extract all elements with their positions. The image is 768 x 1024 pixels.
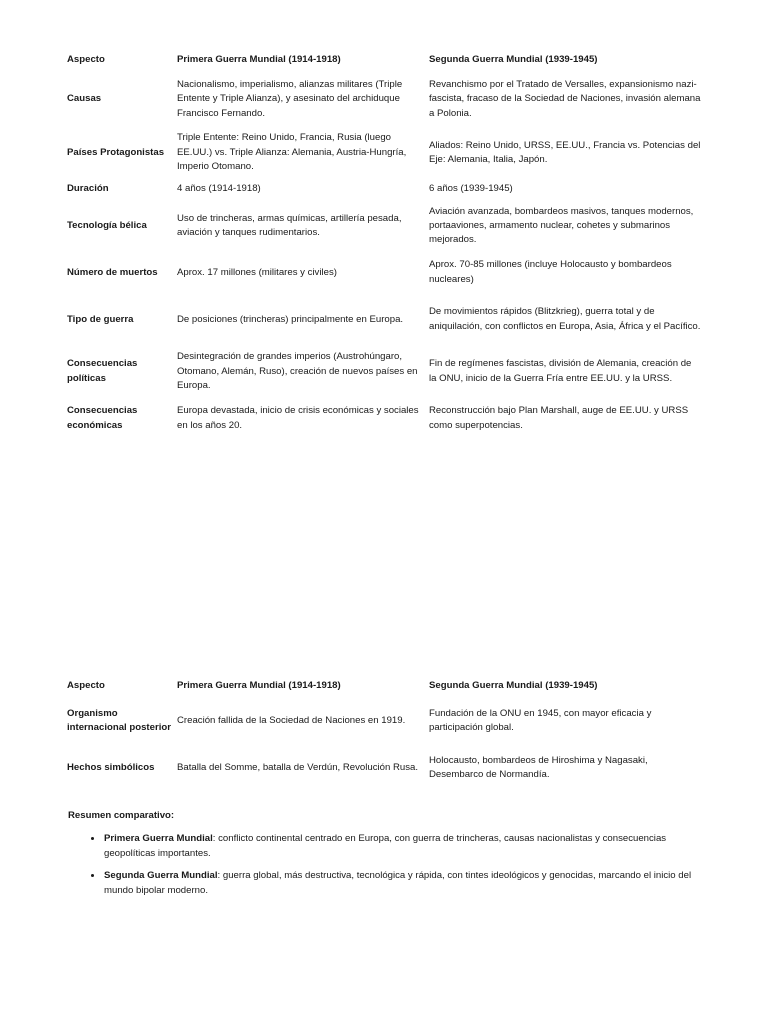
list-item bbox=[103, 832, 700, 861]
row-ww1: Batalla del Somme, batalla de Verdún, Revolución Rusa. bbox=[177, 762, 419, 774]
row-ww1: Creación fallida de la Sociedad de Naciones en 1919. bbox=[177, 715, 406, 727]
row-ww2: Holocausto, bombardeos de Hiroshima y Nagasaki, Desembarco de Normandía. bbox=[429, 755, 648, 781]
row-ww1: Aprox. 17 millones (militares y civiles) bbox=[177, 266, 337, 278]
row-ww2: Aprox. 70-85 millones (incluye Holocausto y bombardeos nucleares) bbox=[429, 259, 672, 285]
row-ww1: De posiciones (trincheras) principalmente en Europa. bbox=[177, 313, 404, 325]
row-aspect: Consecuencias políticas bbox=[67, 358, 138, 384]
summary-item-text: : conflicto continental centrado en Europa, con guerra de trincheras, causas nacionalistas y consecuencias geopolíticas importantes. bbox=[104, 833, 667, 859]
row-aspect: Países Protagonistas bbox=[67, 146, 165, 158]
summary-section bbox=[68, 809, 700, 906]
row-ww1: Triple Entente: Reino Unido, Francia, Rusia (luego EE.UU.) vs. Triple Alianza: Alemania, Austria-Hungría, Imperio Otomano. bbox=[177, 132, 407, 173]
comparison-table-2 bbox=[64, 676, 704, 790]
row-ww1: Desintegración de grandes imperios (Austrohúngaro, Otomano, Alemán, Ruso), creación de nuevos países en Europa. bbox=[177, 351, 418, 392]
row-ww1: 4 años (1914-1918) bbox=[177, 183, 261, 195]
comparison-table-1 bbox=[64, 50, 704, 439]
table-row bbox=[64, 345, 704, 399]
row-ww2: Fin de regímenes fascistas, división de Alemania, creación de la ONU, inicio de la Guerra Fría entre EE.UU. y la URSS. bbox=[429, 358, 692, 384]
row-aspect: Tecnología bélica bbox=[67, 220, 147, 232]
row-aspect: Hechos simbólicos bbox=[67, 762, 155, 774]
table-row bbox=[64, 178, 704, 202]
row-aspect: Organismo internacional posterior bbox=[67, 708, 171, 734]
row-aspect: Consecuencias económicas bbox=[67, 405, 138, 431]
row-ww2: Reconstrucción bajo Plan Marshall, auge de EE.UU. y URSS como superpotencias. bbox=[429, 405, 689, 431]
list-item bbox=[103, 869, 700, 898]
table-row bbox=[64, 251, 704, 295]
row-ww1: Europa devastada, inicio de crisis económicas y sociales en los años 20. bbox=[177, 405, 419, 431]
header-ww2: Segunda Guerra Mundial (1939-1945) bbox=[429, 54, 598, 65]
header-aspect: Aspecto bbox=[67, 680, 105, 691]
header-aspect: Aspecto bbox=[67, 54, 105, 65]
row-aspect: Causas bbox=[67, 93, 102, 105]
table-row bbox=[64, 202, 704, 251]
header-ww1: Primera Guerra Mundial (1914-1918) bbox=[177, 54, 341, 65]
header-ww2: Segunda Guerra Mundial (1939-1945) bbox=[429, 680, 598, 691]
summary-item-text: : guerra global, más destructiva, tecnológica y rápida, con tintes ideológicos y genocidas, marcando el inicio del mundo bipolar moderno. bbox=[104, 870, 692, 896]
row-ww1: Nacionalismo, imperialismo, alianzas militares (Triple Entente y Triple Alianza), y asesinato del archiduque Francisco Fernando. bbox=[177, 78, 403, 119]
row-aspect: Tipo de guerra bbox=[67, 313, 134, 325]
row-ww1: Uso de trincheras, armas químicas, artillería pesada, aviación y tanques rudimentarios. bbox=[177, 212, 402, 239]
row-ww2: Aviación avanzada, bombardeos masivos, tanques modernos, portaaviones, armamento nuclear, cohetes y submarinos mejorados. bbox=[429, 205, 694, 246]
row-aspect: Número de muertos bbox=[67, 266, 158, 278]
row-ww2: De movimientos rápidos (Blitzkrieg), guerra total y de aniquilación, con conflictos en Europa, Asia, África y el Pacífico. bbox=[429, 306, 701, 332]
table-row bbox=[64, 696, 704, 746]
table-header-row bbox=[64, 676, 704, 696]
summary-list bbox=[68, 832, 700, 898]
table-row bbox=[64, 128, 704, 177]
table-row bbox=[64, 295, 704, 345]
row-ww2: Aliados: Reino Unido, URSS, EE.UU., Francia vs. Potencias del Eje: Alemania, Italia, Japón. bbox=[429, 139, 701, 166]
header-ww1: Primera Guerra Mundial (1914-1918) bbox=[177, 680, 341, 691]
row-ww2: 6 años (1939-1945) bbox=[429, 183, 513, 195]
table-header-row bbox=[64, 50, 704, 70]
row-ww2: Revanchismo por el Tratado de Versalles, expansionismo nazi-fascista, fracaso de la Sociedad de Naciones, invasión alemana a Polonia. bbox=[429, 78, 701, 119]
summary-title: Resumen comparativo: bbox=[68, 810, 175, 821]
table-row bbox=[64, 746, 704, 790]
table-row bbox=[64, 399, 704, 439]
summary-item-bold: Segunda Guerra Mundial bbox=[104, 870, 218, 882]
summary-item-bold: Primera Guerra Mundial bbox=[104, 833, 213, 845]
row-aspect: Duración bbox=[67, 183, 109, 195]
row-ww2: Fundación de la ONU en 1945, con mayor eficacia y participación global. bbox=[429, 708, 652, 734]
table-row bbox=[64, 70, 704, 128]
